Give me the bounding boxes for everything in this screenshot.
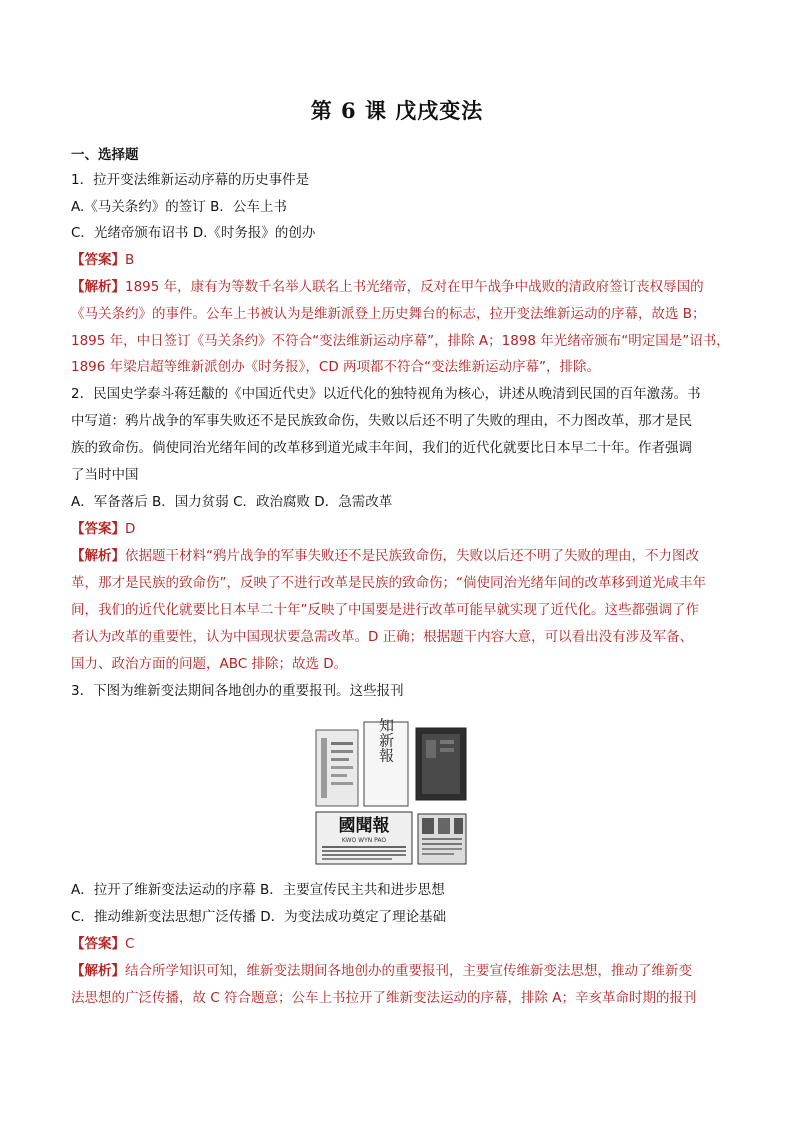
page-title: 第 6 课 戊戌变法 <box>310 98 484 123</box>
q3-options-ab: A．拉开了维新变法运动的序幕 B．主要宣传民主共和进步思想 <box>71 882 445 898</box>
q2-stem-line: 中写道：鸦片战争的军事失败还不是民族致命伤，失败以后还不明了失败的理由，不力图改革，那才是民 <box>71 413 692 429</box>
newspapers-image <box>312 718 470 868</box>
q1-stem: 1．拉开变法维新运动序幕的历史事件是 <box>71 172 310 188</box>
q2-answer-value: D <box>125 521 136 537</box>
q1-options-ab: A.《马关条约》的签订 B．公车上书 <box>71 199 287 215</box>
q2-analysis-line: 国力、政治方面的问题，ABC 排除；故选 D。 <box>71 656 348 672</box>
q2-answer <box>71 519 135 539</box>
guowenbao-romanized: KWO WYN PAO <box>341 837 387 844</box>
q1-options-cd: C．光绪帝颁布诏书 D.《时务报》的创办 <box>71 225 316 241</box>
q3-answer <box>71 934 134 954</box>
q1-analysis-line: 1896 年梁启超等维新派创办《时务报》，CD 两项都不符合“变法维新运动序幕”，排除。 <box>71 359 600 375</box>
q2-analysis-line: 间，我们的近代化就要比日本早二十年”反映了中国要是进行改革可能早就实现了近代化。这些都强调了作 <box>71 602 699 618</box>
q1-answer-value: B <box>125 252 135 268</box>
newspaper-top-left <box>316 730 358 806</box>
answer-tag: 【答案】 <box>71 936 125 952</box>
newspaper-top-right <box>416 728 466 800</box>
q1-analysis-line: 【解析】1895 年，康有为等数千名举人联名上书光绪帝，反对在甲午战争中战败的清政府签订丧权辱国的 <box>71 279 704 295</box>
section-heading: 一、选择题 <box>71 147 139 163</box>
q2-options: A．军备落后 B．国力贫弱 C．政治腐败 D．急需改革 <box>71 494 393 510</box>
answer-tag: 【答案】 <box>71 521 125 537</box>
q3-analysis-line: 法思想的广泛传播，故 C 符合题意；公车上书拉开了维新变法运动的序幕，排除 A；辛亥革命时期的报刊 <box>71 990 697 1006</box>
newspapers-illustration <box>312 718 470 868</box>
q2-stem-line: 族的致命伤。倘使同治光绪年间的改革移到道光咸丰年间，我们的近代化就要比日本早二十年。作者强调 <box>71 440 692 456</box>
guowenbao-title: 國聞報 <box>338 816 390 836</box>
analysis-tag: 【解析】 <box>71 279 125 295</box>
newspaper-zhixinbao <box>364 718 408 806</box>
newspaper-guowenbao <box>316 812 412 864</box>
analysis-tag: 【解析】 <box>71 963 125 979</box>
q3-stem: 3．下图为维新变法期间各地创办的重要报刊。这些报刊 <box>71 683 404 699</box>
q3-analysis-line: 【解析】结合所学知识可知，维新变法期间各地创办的重要报刊，主要宣传维新变法思想，推动了维新变 <box>71 963 692 979</box>
answer-tag: 【答案】 <box>71 252 125 268</box>
zhixinbao-title: 知新報 <box>377 718 395 763</box>
analysis-tag: 【解析】 <box>71 548 125 564</box>
q2-analysis-line: 者认为改革的重要性，认为中国现状要急需改革。D 正确；根据题干内容大意，可以看出没有涉及军备、 <box>71 629 694 645</box>
q2-analysis-line: 革，那才是民族的致命伤”，反映了不进行改革是民族的致命伤；“倘使同治光绪年间的改革移到道光咸丰年 <box>71 575 706 591</box>
q1-answer <box>71 250 134 270</box>
q3-options-cd: C．推动维新变法思想广泛传播 D．为变法成功奠定了理论基础 <box>71 909 447 925</box>
q1-analysis-line: 1895 年，中日签订《马关条约》不符合“变法维新运动序幕”，排除 A；1898 年光绪帝颁布“明定国是”诏书， <box>71 333 730 349</box>
q2-stem-line: 2．民国史学泰斗蒋廷黻的《中国近代史》以近代化的独特视角为核心，讲述从晚清到民国的百年激荡。书 <box>71 386 701 402</box>
q2-stem-line: 了当时中国 <box>71 467 139 483</box>
q1-analysis-line: 《马关条约》的事件。公车上书被认为是维新派登上历史舞台的标志，拉开变法维新运动的序幕，故选 B； <box>71 306 706 322</box>
newspaper-bottom-right <box>418 814 466 864</box>
q3-answer-value: C <box>125 936 135 952</box>
q2-analysis-line: 【解析】依据题干材料“鸦片战争的军事失败还不是民族致命伤，失败以后还不明了失败的理由，不力图改 <box>71 548 699 564</box>
